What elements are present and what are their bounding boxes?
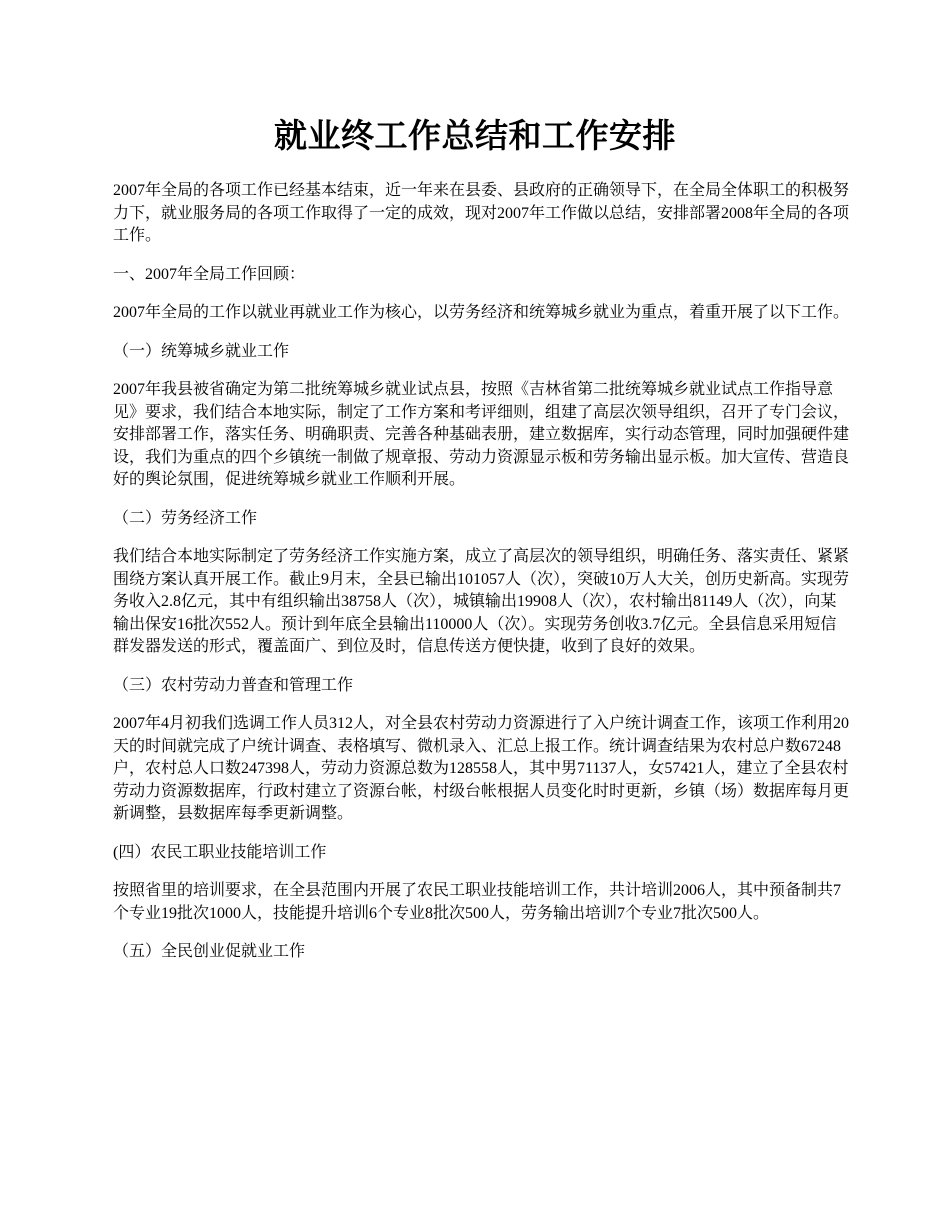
subsection-heading-4: (四）农民工职业技能培训工作 — [113, 843, 327, 861]
document-body — [113, 180, 850, 980]
paragraph-labor-economy: 我们结合本地实际制定了劳务经济工作实施方案，成立了高层次的领导组织，明确任务、落实责任、紧紧围绕方案认真开展工作。截止9月末，全县已输出101057人（次），突破10万人大关，创历史新高。实现劳务收入2.8亿元，其中有组织输出38758人（次），城镇输出19908人（次），农村输出81149人（次），向某输出保安16批次552人。预计到年底全县输出110000人（次）。实现劳务创收3.7亿元。全县信息采用短信群发器发送的形式，覆盖面广、到位及时，信息传送方便快捷，收到了良好的效果。 — [113, 548, 850, 655]
subsection-heading-3: （三）农村劳动力普查和管理工作 — [113, 676, 354, 694]
subsection-heading-2: （二）劳务经济工作 — [113, 509, 258, 527]
subsection-heading-1: （一）统筹城乡就业工作 — [113, 342, 290, 360]
section-heading-review: 一、2007年全局工作回顾： — [113, 265, 306, 283]
paragraph-overview: 2007年全局的工作以就业再就业工作为核心，以劳务经济和统筹城乡就业为重点，着重开展了以下工作。 — [113, 304, 850, 321]
paragraph-urban-rural: 2007年我县被省确定为第二批统筹城乡就业试点县，按照《吉林省第二批统筹城乡就业试点工作指导意见》要求，我们结合本地实际，制定了工作方案和考评细则，组建了高层次领导组织，召开了专门会议，安排部署工作，落实任务、明确职责、完善各种基础表册，建立数据库，实行动态管理，同时加强硬件建设，我们为重点的四个乡镇统一制做了规章报、劳动力资源显示板和劳务输出显示板。加大宣传、营造良好的舆论氛围，促进统筹城乡就业工作顺利开展。 — [113, 381, 850, 488]
paragraph-labor-census: 2007年4月初我们选调工作人员312人，对全县农村劳动力资源进行了入户统计调查工作，该项工作利用20天的时间就完成了户统计调查、表格填写、微机录入、汇总上报工作。统计调查结果为农村总户数67248户，农村总人口数247398人，劳动力资源总数为128558人，其中男71137人，女57421人，建立了全县农村劳动力资源数据库，行政村建立了资源台帐，村级台帐根据人员变化时时更新，乡镇（场）数据库每月更新调整，县数据库每季更新调整。 — [113, 715, 850, 822]
subsection-heading-5: （五）全民创业促就业工作 — [113, 943, 306, 960]
document-title: 就业终工作总结和工作安排 — [274, 116, 676, 155]
paragraph-intro: 2007年全局的各项工作已经基本结束，近一年来在县委、县政府的正确领导下，在全局全体职工的积极努力下，就业服务局的各项工作取得了一定的成效，现对2007年工作做以总结，安排部署2008年全局的各项工作。 — [113, 182, 850, 244]
paragraph-skills-training: 按照省里的培训要求，在全县范围内开展了农民工职业技能培训工作，共计培训2006人，其中预备制共7个专业19批次1000人，技能提升培训6个专业8批次500人，劳务输出培训7个专业7批次500人。 — [113, 882, 842, 922]
